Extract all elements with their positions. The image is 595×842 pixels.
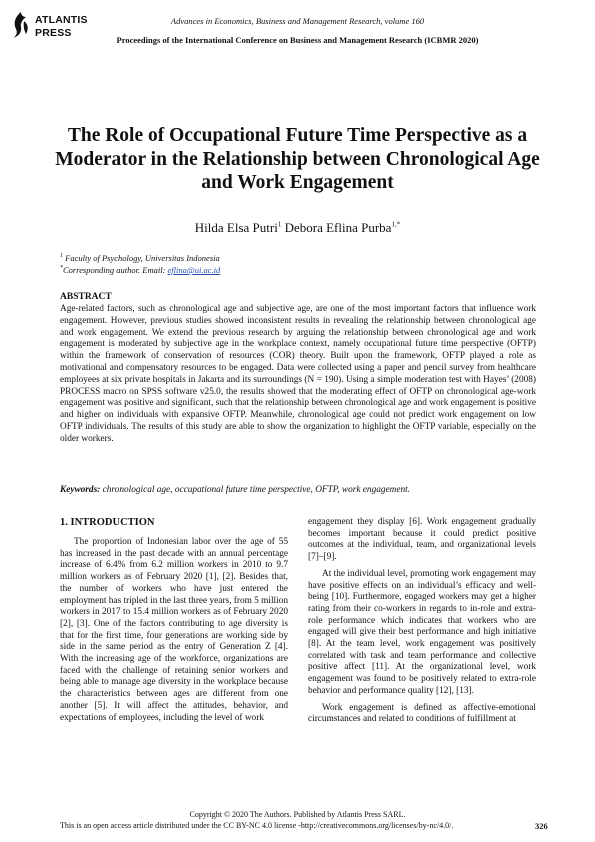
- keywords-line: [60, 485, 536, 495]
- author-name: Hilda Elsa Putri: [194, 220, 278, 235]
- corresponding-label: Corresponding author. Email:: [63, 265, 168, 275]
- body-column-right: [308, 517, 536, 726]
- paragraph: Work engagement is defined as affective-emotional circumstances and related to conditions of fulfillment at: [308, 702, 536, 725]
- affiliation-mark: 1: [60, 253, 63, 260]
- paragraph: At the individual level, promoting work engagement may have positive effects on an individual’s efficacy and well-being [10]. Furthermore, engaged workers may get a higher rating from their co-workers in regards to in-role and extra-role performance which indicates that workers who are engaged will give their best performance and high initiative [8]. At the team level, work engagement was positively correlated with task and team performance and collective positive affect [11]. At the organizational level, work engagement was found to be positively related to extra-role behavior and performance quality [12], [13].: [308, 568, 536, 696]
- affiliation: [60, 253, 220, 263]
- logo-text-line1: ATLANTIS: [35, 14, 88, 26]
- section-heading-introduction: 1. INTRODUCTION: [60, 517, 155, 528]
- author-list: [0, 220, 595, 236]
- abstract-heading: ABSTRACT: [60, 292, 112, 302]
- affiliation-text: Faculty of Psychology, Universitas Indonesia: [65, 253, 220, 263]
- author-affiliation-mark: 1: [277, 220, 282, 229]
- corresponding-author: [60, 265, 220, 275]
- keywords-text: chronological age, occupational future time perspective, OFTP, work engagement.: [100, 485, 411, 495]
- corresponding-mark: *: [60, 265, 63, 272]
- series-line: Advances in Economics, Business and Management Research, volume 160: [170, 16, 425, 26]
- copyright-line: Copyright © 2020 The Authors. Published by Atlantis Press SARL.: [189, 810, 406, 819]
- keywords-label: Keywords:: [60, 485, 101, 495]
- author-name: Debora Eflina Purba: [284, 220, 392, 235]
- license-line: This is an open access article distributed under the CC BY-NC 4.0 license -http://creativecommons.org/licenses/by-nc/4.0/.: [60, 821, 454, 830]
- email-link[interactable]: eflina@ui.ac.id: [167, 265, 221, 275]
- body-column-left: [60, 537, 288, 724]
- paragraph: The proportion of Indonesian labor over the age of 55 has increased in the past decade with an annual percentage increase of 6.4% from 6.2 million workers in 2010 to 9.7 million workers as of February 2020 [1], [2]. Besides that, the number of workers who have just entered the employment has tripled in the last three years, from 5 million workers in 2017 to 15.4 million workers as of February 2020 [2], [3]. One of the factors contributing to age diversity is that for the first time, four generations are working side by side in the same period as the entry of Generation Z [4]. With the increasing age of the workforce, organizations are faced with the challenge of retaining senior workers and being able to manage age diversity in the workplace because the characteristics between ages are different from one another [5]. It will affect the attitudes, behavior, and expectations of employees, including the level of work: [60, 537, 288, 723]
- paragraph: engagement they display [6]. Work engagement gradually becomes important because it could predict positive outcomes at the individual, team, and organizational levels [7]–[9].: [308, 517, 536, 563]
- page-number: 326: [535, 821, 548, 831]
- paper-title: The Role of Occupational Future Time Perspective as a Moderator in the Relationship between Chronological Age and Work Engagement: [55, 125, 540, 193]
- author-affiliation-mark: 1,*: [391, 220, 401, 229]
- abstract-text: Age-related factors, such as chronological age and subjective age, are one of the most important factors that influence work engagement. However, previous studies showed inconsistent results in revealing the relationship between chronological age and work engagement. We extend the previous research by arguing the relationship between chronological age and work engagement is moderated by subjective age in the workplace context, namely occupational future time perspective (OFTP) within the framework of conservation of resources (COR) theory. Built upon the framework, OFTP played a role as motivational and compensatory resources to be engaged. Data were collected using a paper and pencil survey from healthcare employees at six private hospitals in Jakarta and its surroundings (N = 190). Using a simple moderation test with Hayes’ (2008) PROCESS macro on SPSS software v25.0, the results showed that the moderating effect of OFTP on chronological age-work engagement was positive and significant, such that the relationship between chronological age and work engagement is positive and higher on individuals with expansive OFTP. Meanwhile, chronological age could not predict work engagement on low OFTP individuals. The results of this study are able to show the organization to highlight the OFTP variable, especially on the older workers.: [60, 304, 536, 444]
- logo-text-line2: PRESS: [35, 27, 72, 39]
- proceedings-line: Proceedings of the International Conference on Business and Management Research (ICBMR 2020): [116, 35, 479, 45]
